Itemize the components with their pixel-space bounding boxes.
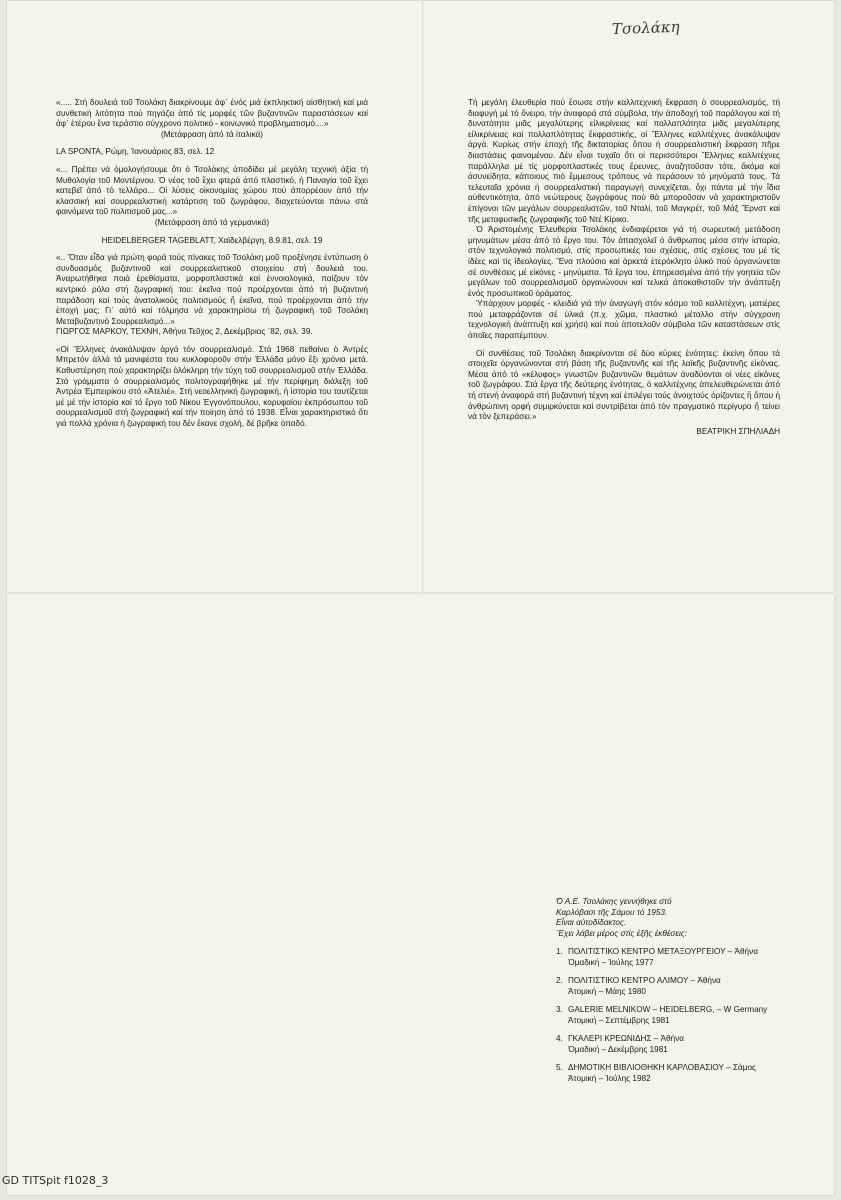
exhibition-number: 1. <box>556 947 563 956</box>
exhibition-item <box>556 1005 796 1026</box>
author-signature: ΒΕΑΤΡΙΚΗ ΣΠΗΛΙΑΔΗ <box>696 426 780 436</box>
essay-paragraph: Οἱ συνθέσεις τοῦ Τσολάκη διακρίνονται σέ δύο κύριες ἑνότητες: ἐκείνη ὅπου τά στοιχεῖα ὀργανώνονται στή βάση τῆς βυζαντινῆς καί τῆς λαϊκῆς βυζαντινῆς εἰκόνας. Μέσα ἀπό τό «κέλυφος» γνωστῶν βυζαντινῶν θεμάτων ἀναδύονται οἱ νέες εἰκόνες τοῦ ζωγράφου. Στά ἔργα τῆς δεύτερης ἑνότητας, ὁ καλλιτέχνης ἀπελευθερώνεται ἀπό τή στενή ἀναφορά στή βυζαντινή τέχνη καί ἐπιλέγει τούς ἀνοιχτούς ὁρίζοντες ἤ ὅπου ἡ ἀνθρώπινη ορφή συμιρκύνεται καί συντρίβεται ἀπό τόν πραγματικό περίγυρο ἤ τείνει νά τόν ξεπεράσει.» <box>468 348 780 422</box>
essay-paragraph: Ὑπάρχουν μορφές - κλειδιά γιά τήν ἀναγωγή στόν κόσμο τοῦ καλλιτέχνη, ματιέρες πού μεταφράζονται σέ ὑλικά (π.χ. χῶμα, πλαστικό μέταλλο στήν σύγχρονη τεχνολογική ἀνάπτυξη καί χρήσι) καί πού ἀποτελοῦν σύμβολα τῶν καταστάσεων στίς ὁποῖες παραπέμπουν. <box>468 299 780 341</box>
source-heidelberger: HEIDELBERGER TAGEBLATT, Χαϊδελβέργη, 8.9.81, σελ. 19 <box>101 235 323 245</box>
exhibition-detail: Ἀτομική – Ἰούλης 1982 <box>568 1073 651 1083</box>
source-la-sponta: LA SPONTA, Ρώμη, Ἰανουάριος 83, σελ. 12 <box>56 147 215 157</box>
exhibition-list <box>556 947 796 1084</box>
essay-paragraph: Τή μεγάλη ἐλευθερία πού ἔσωσε στήν καλλιτεχνική ἔκφραση ὁ σουρρεαλισμός, τή διαφυγή μέ τό ὄνειρο, τήν ἀναφορά στά σύμβολα, τήν ἀποδοχή τοῦ παράλογου καί τή δυνατότητα μιᾶς μεγαλύτερης εἰλικρίνειας καί πολλαπλότητα μιᾶς μεγαλύτερης εἰλικρίνειας καί πολλαπλότητας ἔκφραστικής, οἱ Ἕλληνες καλλιτέχνες ἀνακάλυψαν ἀργά. Κυρίως στήν ἐποχή τῆς δικτατορίας ὅπου ἡ σουρρεαλιστική ἔκφραση πῆρε διαστάσεις φαινομένου. Δέν εἶναι τυχαῖο ὅτι οἱ περισσότεροι Ἕλληνες καλλιτέχνες παράλληλα μέ τίς μορφοπλαστικές τους ἔρευνες, ἀναζητοῦσαν τότε, ἄκόμα καί ἀσυνείδητα, κάποιους πιό ἔμμεσους τρόπους νά περάσουν τό μηνύματά τους. Τά τελευταῖα χρόνια ἡ σουρρεαλιστική παραγωγή συνεχίζεται, ὄχι πάντα μέ τήν ἴδια αὐθεντικότητα, ἀπό νεώτερους ζωγράφους πού θά μποροῦσαν νά χαρακτηριστοῦν ἐπίγονοι τῶν μεγάλων σουρρεαλιστῶν, τοῦ Νταλί, τοῦ Μαγκρέτ, τοῦ Μάξ Ἔρνστ καί τῆς μεταφυσικῆς ζωγραφικῆς τοῦ Ντέ Κίρικο. <box>468 98 780 224</box>
essay-paragraph: Ὁ Ἀριστομένης Ἐλευθερία Τσολάκης ἐνδιαφέρεται γιά τή σωρευτική μετάδοση μηνυμάτων μέσα ἀπό τό ἔργο του. Τόν ἀπασχολεῖ ὁ ἄνθρωπος μέσα στήν ἱστορία, στόν τεχνολογικό πολιτισμό, στίς προσωπικές του σχέσεις, στίς σχέσεις του μέ τίς ἰδέες καί τίς ἰδεολογίες. Ἕνα πλούσιο καί ἀρκετά ἑτερόκλητο ὑλικό πού ὀργανώνεται σέ συνθέσεις μέ εἰκόνες - μηνύματα. Τά ἔργα του, ἐπηρεασμένα ἀπό τήν γοητεία τῶν μεγάλων τοῦ σουρρεαλισμοῦ ὀργανώνουν καί τελικά ἀποκαθιστοῦν τήν ἀνάπτυξη ἑνός προσωπικοῦ ὁράματος. <box>468 225 780 298</box>
quote-surrealism-intro: «Οἱ Ἕλληνες ἀνακάλυψαν ἀργά τόν σουρρεαλισμό. Στά 1968 πεθαίνει ὁ Ἀντρές Μπρετόν ἀλλά τά μανιφέστα του κυκλοφοροῦν στήν Ἑλλάδα μόνο ἔξι χρόνια μετά. Καθυστέρηση πού χαρακτηρίζει ὁλόκληρη τήν τύχη τοῦ σουρρεαλισμοῦ στήν Ἑλλάδα. Στά γράμματα ὁ σουρρεαλισμός πολιτογραφήθηκε μέ τήν περίφημη διάλεξη τοῦ Ἀντρέα Ἐμπειρίκου στό «Ἀτελιέ». Στή νεοελληνική ζωγραφική, ἡ ἱστορία του ταυτίζεται μέ μέ τήν ἱστορία καί τό ἔργο τοῦ Νίκου Ἐγγονόπουλου, κορυφαίου ἐκπρόσωπου τοῦ σουρρεαλισμοῦ στή ζωγραφική καί τήν ποίηση ἀπό τό 1938. Εἶναι χαρακτηριστικό ὅτι γιά πολλά χρόνια ἡ ζωγραφική του δέν ἔκανε σχολή, δέ βρῆκε ὀπαδό. <box>56 344 368 429</box>
quote-markou: «.. Ὅταν εἶδα γιά πρώτη φορά τούς πίνακες τοῦ Τσολάκη μοῦ προξένησε ἐντύπωση ὁ συνδυασμός βυζαντινοῦ καί σουρρεαλιστικοῦ στοιχείου στή δουλειά του. Ἀναρωτήθηκα ποιά ἐρεθίσματα, μορφοπλαστικά καί ἐννοιολογικά, παίζουν τόν κεντρικό ρόλο στή ζωγραφική του: ἐκεῖνα πού προέρχονται ἀπό τή βυζαντινή παράδοση καί τούς ἀνατολικούς πολιτισμούς ἤ ἐκεῖνα, πού προέρχονται ἀπό τήν ἐποχή μας; Γι᾽ αὐτό καί τόλμησα νά χαρακτηρίσω τή ζωγραφική τοῦ Τσολάκη Μεταβυζαντινό Σουρρεαλισμό...» <box>56 253 368 326</box>
right-column <box>468 98 780 437</box>
bio-line: Εἶναι αὐτοδίδακτος. <box>556 918 627 927</box>
left-column <box>56 98 368 437</box>
biography-block <box>556 897 796 1092</box>
exhibition-number: 5. <box>556 1063 563 1072</box>
exhibition-detail: Ὁμαδική – Ἰούλης 1977 <box>568 957 654 967</box>
exhibition-detail: Ἀτομική – Μάης 1980 <box>568 986 646 996</box>
exhibition-item <box>556 1063 796 1084</box>
quote-la-sponta: «..... Στή δουλειά τοῦ Τσολάκη διακρίνουμε ἀφ᾽ ἑνός μιά ἐκπληκτική αἰσθητική καί μιά συνθετική λιτότητα πού πηγάζει ἀπό τίς μορφές τῶν βυζαντινῶν παραστάσεων καί ἀφ᾽ ἑτέρου ἕνα τεράστιο σύγχρονο πολιτικό - κοινωνικό προβληματισμό....» <box>56 98 368 129</box>
exhibition-number: 2. <box>556 976 563 985</box>
translation-note-german: (Μετάφραση ἀπό τά γερμανικά) <box>154 217 270 227</box>
exhibition-item <box>556 976 796 997</box>
exhibition-name: ΠΟΛΙΤΙΣΤΙΚΟ ΚΕΝΤΡΟ ΑΛΙΜΟΥ – Ἀθήνα <box>568 976 721 985</box>
exhibition-number: 4. <box>556 1034 563 1043</box>
biography-intro <box>556 897 796 939</box>
exhibition-number: 3. <box>556 1005 563 1014</box>
handwritten-archive-reference: GD TITSpit f1028_3 <box>2 1174 109 1187</box>
exhibition-name: ΔΗΜΟΤΙΚΗ ΒΙΒΛΙΟΘΗΚΗ ΚΑΡΛΟΒΑΣΙΟΥ – Σάμος <box>568 1063 756 1072</box>
bio-line: Ὁ Α.Ε. Τσολάκης γεννήθηκε στό <box>556 897 672 906</box>
exhibition-name: ΠΟΛΙΤΙΣΤΙΚΟ ΚΕΝΤΡΟ ΜΕΤΑΞΟΥΡΓΕΙΟΥ – Ἀθήνα <box>568 947 758 956</box>
handwritten-name: Τσολάκη <box>611 17 680 39</box>
horizontal-fold-line <box>6 592 835 595</box>
exhibition-item <box>556 1034 796 1055</box>
source-markou: ΓΙΩΡΓΟΣ ΜΑΡΚΟΥ, ΤΕΧΝΗ, Ἀθήνα Τεῦχος 2, Δεκέμβριος ᾽82, σελ. 39. <box>56 327 313 337</box>
exhibition-name: ΓΚΑΛΕΡΙ ΚΡΕΩΝΙΔΗΣ – Ἀθήνα <box>568 1034 685 1043</box>
translation-note-italian: (Μετάφραση ἀπό τά ἰταλικά) <box>160 129 263 139</box>
bio-line: Καρλόβασι τῆς Σάμου τό 1953. <box>556 907 668 917</box>
exhibition-name: GALERIE MELNIKOW – HEIDELBERG, – W Germany <box>568 1005 768 1014</box>
bio-line: Ἔχει λάβει μέρος στίς ἑξῆς ἐκθέσεις: <box>556 928 688 938</box>
exhibition-detail: Ἀτομική – Σεπτέμβρης 1981 <box>568 1015 670 1025</box>
exhibition-item <box>556 947 796 968</box>
vertical-fold-line <box>422 0 424 596</box>
exhibition-detail: Ὁμαδική – Δεκέμβρης 1981 <box>568 1044 668 1054</box>
quote-heidelberger: «... Πρέπει νά ὁμολογήσουμε ὅτι ὁ Τσολάκης ἀποδίδει μέ μεγάλη τεχνική ἀξία τή Μυθολογία τοῦ Μοντέρνου. Ὁ νέος τοῦ ἔχει φτερά ἀπό πλαστικό, ἡ Παναγία τοῦ ἔχει κατεβεῖ ἀπό τό τελλάρο... Οἱ λύσεις οἰκονομίας χώρου πού ἀπορρέουν ἀπό τήν κλασσική καί σουρρεαλιστική κατάρτιση τοῦ ζωγράφου, διαχετεύονται πάνω στά φαινόμενα τοῦ πολιτισμοῦ μας...» <box>56 164 368 217</box>
